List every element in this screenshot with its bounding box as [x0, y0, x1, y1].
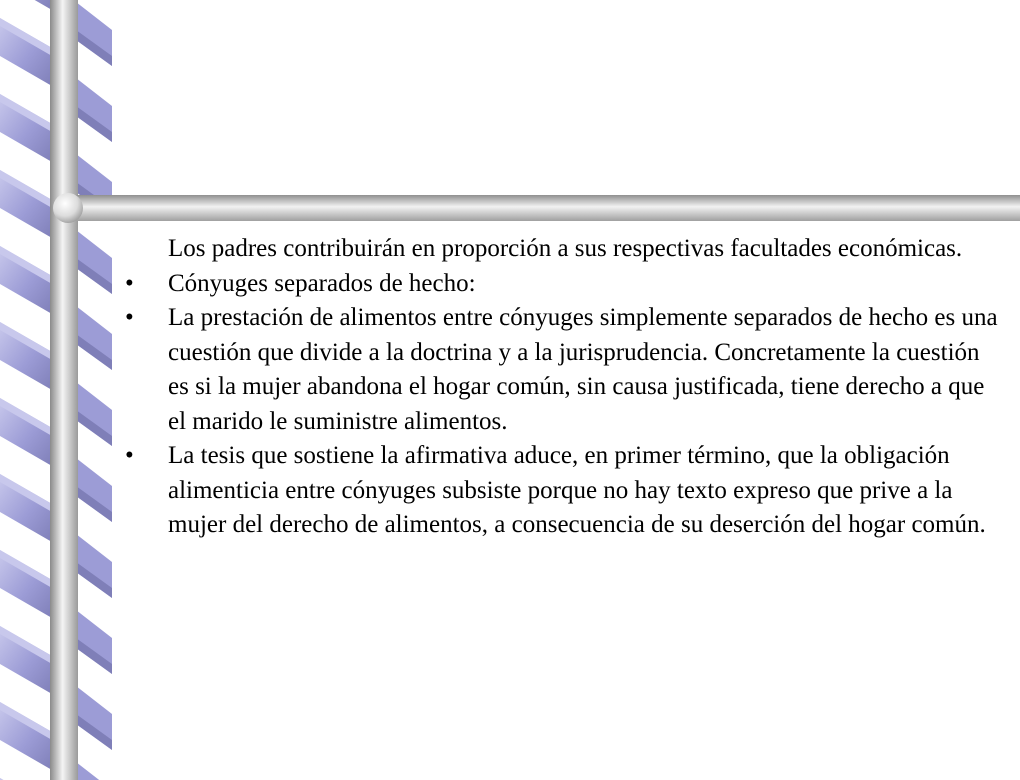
- horizontal-rule: [66, 195, 1020, 221]
- bullet-item: [125, 439, 1005, 543]
- bullet-list: [125, 232, 1005, 543]
- bullet-text: Los padres contribuirán en proporción a sus respectivas facultades económicas.: [168, 235, 963, 262]
- bullet-marker: •: [125, 269, 134, 297]
- ribbon-band: [0, 0, 52, 10]
- bullet-item: [125, 232, 1005, 267]
- bullet-marker: •: [125, 304, 134, 331]
- vertical-pole: [50, 0, 78, 780]
- bullet-item: [125, 267, 1005, 302]
- ribbon-tail: [76, 762, 112, 780]
- rule-knob: [53, 193, 83, 223]
- bullet-marker: •: [125, 442, 134, 469]
- bullet-text: La tesis que sostiene la afirmativa aduce, en primer término, que la obligación alimenticia entre cónyuges subsiste porque no hay texto expreso que prive a la mujer del derecho de alimentos, a consecuencia de su deserción del hogar común.: [168, 442, 986, 538]
- bullet-item: [125, 301, 1005, 439]
- bullet-text: La prestación de alimentos entre cónyuges simplemente separados de hecho es una cuestión que divide a la doctrina y a la jurisprudencia. Concretamente la cuestión es si la mujer abandona el hogar común, sin causa justificada, tiene derecho a que el marido le suministre alimentos.: [168, 304, 998, 435]
- bullet-text: Cónyuges separados de hecho:: [168, 269, 476, 297]
